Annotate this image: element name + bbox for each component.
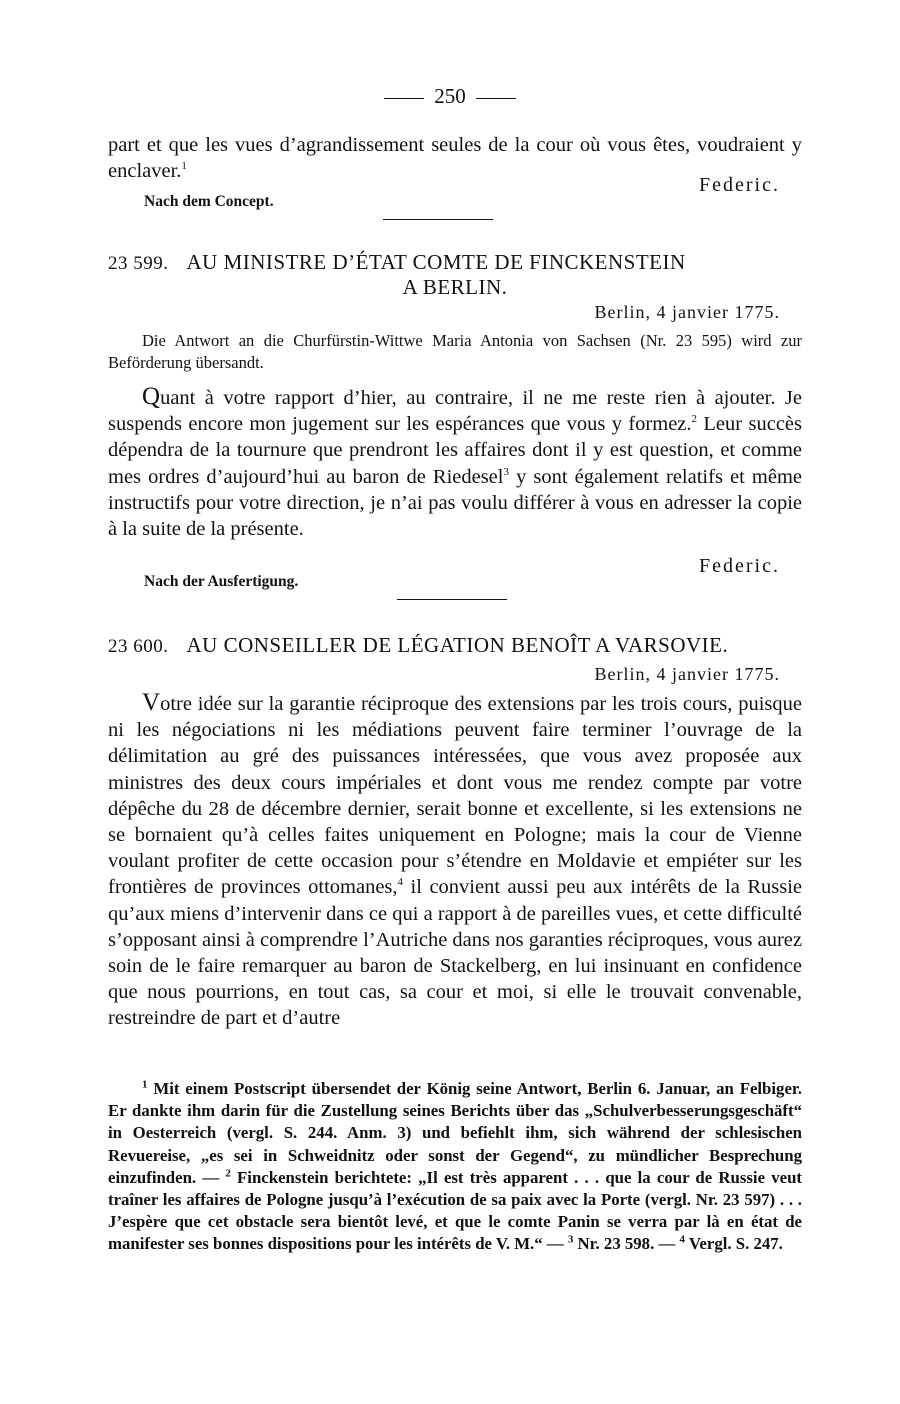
letter-body bbox=[108, 690, 802, 1032]
body-text: Leur succès dépendra de la tournure que prendront les affaires dont il y est question, et comme mes ordres d’aujourd’hui au baron de Riedesel bbox=[108, 413, 802, 488]
header-dash-left bbox=[384, 98, 424, 99]
header-dash-right bbox=[476, 98, 516, 99]
initial-letter: V bbox=[142, 689, 161, 716]
page-number: 250 bbox=[434, 84, 466, 108]
footnote-mark: 4 bbox=[397, 876, 404, 889]
footnote-mark: 3 bbox=[503, 465, 509, 478]
letter-number: 23 599. bbox=[108, 253, 169, 274]
heading-line: AU CONSEILLER DE LÉGATION BENOÎT A VARSOVIE. bbox=[186, 633, 729, 657]
footnote-mark: 1 bbox=[142, 1078, 148, 1091]
footnote-text: Nr. 23 598. — bbox=[573, 1234, 680, 1254]
signature: Federic. bbox=[699, 174, 780, 196]
dateline: Berlin, 4 janvier 1775. bbox=[594, 664, 780, 684]
continuation-paragraph bbox=[108, 132, 802, 184]
footnotes bbox=[108, 1078, 802, 1256]
footnote-mark: 4 bbox=[679, 1233, 685, 1246]
page-number-header bbox=[0, 84, 900, 109]
letter-heading bbox=[108, 250, 802, 300]
body-text: y sont également relatifs et même instructifs pour votre direction, je n’ai pas voulu différer à vous en adresser la copie à la suite de la présente. bbox=[108, 465, 802, 541]
section-divider bbox=[383, 219, 493, 220]
footnote-text: Finckenstein berichtete: „Il est très apparent . . . que la cour de Russie veut traîner les affaires de Pologne jusqu’à l’exécution de sa paix avec la Porte (vergl. Nr. 23 597) . . . J’espère que cet obstacle sera bientôt levé, et que le comte Panin se verra par là en état de manifester ses bonnes dispositions pour les intérêts de V. M.“ — bbox=[108, 1167, 803, 1254]
source-note: Nach dem Concept. bbox=[144, 193, 274, 210]
source-note: Nach der Ausfertigung. bbox=[144, 573, 299, 590]
initial-letter: Q bbox=[142, 383, 161, 410]
footnote-mark: 2 bbox=[225, 1167, 231, 1180]
footnote-mark: 1 bbox=[181, 160, 187, 173]
footnote-text: Vergl. S. 247. bbox=[684, 1234, 783, 1254]
footnote-text: Mit einem Postscript übersendet der König seine Antwort, Berlin 6. Januar, an Felbiger. Er dankte ihm darin für die Zustellung seines Berichts über das „Schulverbesserungsgeschäft“ in Oesterreich (vergl. S. 244. Anm. 3) und befiehlt ihm, sich während der schlesischen Revuereise, „es sei in Schweidnitz oder sonst der Gegend“, zu mündlicher Besprechung einzufinden. — bbox=[108, 1079, 802, 1187]
letter-summary: Die Antwort an die Churfürstin-Wittwe Maria Antonia von Sachsen (Nr. 23 595) wird zur Beförderung übersandt. bbox=[108, 331, 802, 372]
body-text: uant à votre rapport d’hier, au contraire, il ne me reste rien à ajouter. Je suspends encore mon jugement sur les espérances que vous y formez. bbox=[108, 387, 802, 436]
dateline: Berlin, 4 janvier 1775. bbox=[594, 302, 780, 322]
signature: Federic. bbox=[699, 555, 780, 577]
body-text: il convient aussi peu aux intérêts de la Russie qu’aux miens d’intervenir dans ce qui a rapport à de pareilles vues, et cette difficulté s’opposant ainsi à comprendre l’Autriche dans nos garanties réciproques, vous aurez soin de le faire remarquer au baron de Stackelberg, en lui insinuant en confidence que nous pourrions, en tout cas, sa cour et moi, si elle le trouvait convenable, restreindre de part et d’autre bbox=[108, 876, 802, 1030]
continuation-text: part et que les vues d’agrandissement seules de la cour où vous êtes, voudraient y enclaver. bbox=[108, 134, 802, 183]
footnote-mark: 2 bbox=[691, 413, 698, 426]
letter-body bbox=[108, 384, 802, 542]
letter-heading bbox=[108, 633, 802, 658]
letter-number: 23 600. bbox=[108, 636, 169, 657]
heading-line: A BERLIN. bbox=[402, 275, 508, 299]
footnote-mark: 3 bbox=[567, 1233, 574, 1246]
section-divider bbox=[397, 599, 507, 600]
body-text: otre idée sur la garantie réciproque des extensions par les trois cours, puisque ni les négociations ni les médiations peuvent faire terminer l’ouvrage de la délimitation au gré des puissances intéressées, que vous avez proposée aux ministres des deux cours impériales et dont vous me rendez compte par votre dépêche du 28 de décembre dernier, serait bonne et excellente, si les extensions ne se bornaient qu’à celles faites uniquement en Pologne; mais la cour de Vienne voulant profiter de cette occasion pour s’étendre en Moldavie et empiéter sur les frontières de provinces ottomanes, bbox=[108, 693, 802, 899]
heading-line: AU MINISTRE D’ÉTAT COMTE DE FINCKENSTEIN bbox=[186, 250, 686, 274]
